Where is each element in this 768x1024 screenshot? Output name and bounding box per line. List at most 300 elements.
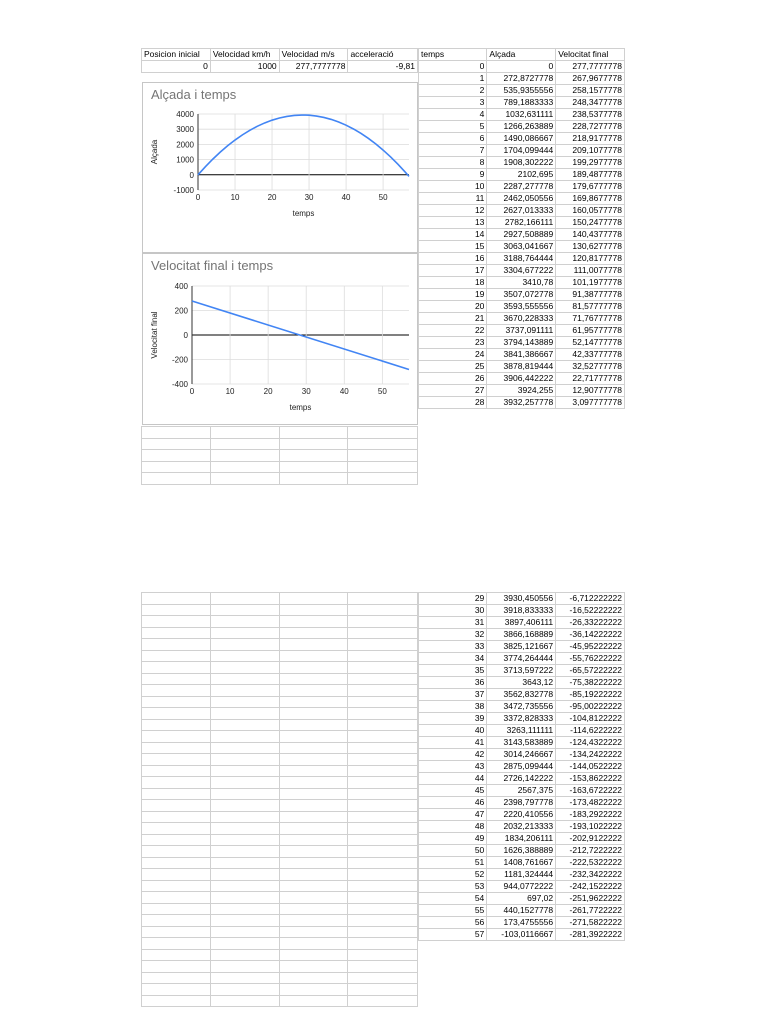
velocitat-cell[interactable]: -95,00222222 bbox=[556, 701, 625, 713]
empty-cell[interactable] bbox=[210, 461, 279, 473]
velocitat-cell[interactable]: -26,33222222 bbox=[556, 617, 625, 629]
velocitat-cell[interactable]: -232,3422222 bbox=[556, 869, 625, 881]
empty-cell[interactable] bbox=[210, 438, 279, 450]
empty-cell[interactable] bbox=[279, 461, 348, 473]
alcada-cell[interactable]: 1834,206111 bbox=[487, 833, 556, 845]
velocitat-cell[interactable]: 22,71777778 bbox=[556, 373, 625, 385]
empty-cell[interactable] bbox=[348, 650, 418, 662]
empty-cell[interactable] bbox=[142, 788, 211, 800]
velocitat-cell[interactable]: -45,95222222 bbox=[556, 641, 625, 653]
empty-cell[interactable] bbox=[142, 438, 211, 450]
empty-cell[interactable] bbox=[142, 719, 211, 731]
header-temps[interactable]: temps bbox=[419, 49, 487, 61]
temps-cell[interactable]: 44 bbox=[419, 773, 487, 785]
empty-cell[interactable] bbox=[142, 892, 211, 904]
value-cell[interactable]: 277,7777778 bbox=[279, 61, 348, 73]
empty-cell[interactable] bbox=[279, 438, 348, 450]
chart-alcada[interactable] bbox=[142, 82, 418, 253]
velocitat-cell[interactable]: 189,4877778 bbox=[556, 169, 625, 181]
empty-cell[interactable] bbox=[142, 708, 211, 720]
empty-cell[interactable] bbox=[210, 938, 279, 950]
empty-cell[interactable] bbox=[348, 777, 418, 789]
empty-cell[interactable] bbox=[142, 662, 211, 674]
alcada-cell[interactable]: 3143,583889 bbox=[487, 737, 556, 749]
empty-cell[interactable] bbox=[279, 731, 348, 743]
velocitat-cell[interactable]: 140,4377778 bbox=[556, 229, 625, 241]
alcada-cell[interactable]: 3410,78 bbox=[487, 277, 556, 289]
empty-cell[interactable] bbox=[279, 949, 348, 961]
empty-cell[interactable] bbox=[279, 846, 348, 858]
empty-cell[interactable] bbox=[210, 892, 279, 904]
empty-cell[interactable] bbox=[210, 616, 279, 628]
velocitat-cell[interactable]: -85,19222222 bbox=[556, 689, 625, 701]
empty-cell[interactable] bbox=[279, 777, 348, 789]
empty-cell[interactable] bbox=[142, 926, 211, 938]
empty-cell[interactable] bbox=[348, 616, 418, 628]
temps-cell[interactable]: 21 bbox=[419, 313, 487, 325]
alcada-cell[interactable]: 2627,013333 bbox=[487, 205, 556, 217]
empty-cell[interactable] bbox=[210, 731, 279, 743]
velocitat-cell[interactable]: -222,5322222 bbox=[556, 857, 625, 869]
empty-cell[interactable] bbox=[142, 650, 211, 662]
velocitat-cell[interactable]: -251,9622222 bbox=[556, 893, 625, 905]
empty-cell[interactable] bbox=[279, 719, 348, 731]
velocitat-cell[interactable]: -36,14222222 bbox=[556, 629, 625, 641]
empty-cell[interactable] bbox=[348, 949, 418, 961]
alcada-cell[interactable]: 3924,255 bbox=[487, 385, 556, 397]
empty-cell[interactable] bbox=[348, 639, 418, 651]
empty-cell[interactable] bbox=[348, 984, 418, 996]
empty-cell[interactable] bbox=[142, 696, 211, 708]
empty-cell[interactable] bbox=[348, 427, 418, 439]
alcada-cell[interactable]: 3014,246667 bbox=[487, 749, 556, 761]
empty-cell[interactable] bbox=[142, 742, 211, 754]
alcada-cell[interactable]: 3794,143889 bbox=[487, 337, 556, 349]
empty-cell[interactable] bbox=[348, 742, 418, 754]
temps-cell[interactable]: 13 bbox=[419, 217, 487, 229]
temps-cell[interactable]: 23 bbox=[419, 337, 487, 349]
velocitat-cell[interactable]: 199,2977778 bbox=[556, 157, 625, 169]
alcada-cell[interactable]: 3932,257778 bbox=[487, 397, 556, 409]
temps-cell[interactable]: 25 bbox=[419, 361, 487, 373]
empty-cell[interactable] bbox=[142, 685, 211, 697]
empty-cell[interactable] bbox=[142, 450, 211, 462]
empty-cell[interactable] bbox=[142, 627, 211, 639]
value-cell[interactable]: 1000 bbox=[210, 61, 279, 73]
value-cell[interactable]: -9,81 bbox=[348, 61, 418, 73]
empty-cell[interactable] bbox=[279, 765, 348, 777]
empty-cell[interactable] bbox=[210, 834, 279, 846]
temps-cell[interactable]: 38 bbox=[419, 701, 487, 713]
temps-cell[interactable]: 14 bbox=[419, 229, 487, 241]
empty-cell[interactable] bbox=[279, 972, 348, 984]
alcada-cell[interactable]: 2927,508889 bbox=[487, 229, 556, 241]
velocitat-cell[interactable]: -144,0522222 bbox=[556, 761, 625, 773]
velocitat-cell[interactable]: 71,76777778 bbox=[556, 313, 625, 325]
empty-cell[interactable] bbox=[348, 926, 418, 938]
empty-cell[interactable] bbox=[142, 984, 211, 996]
empty-cell[interactable] bbox=[210, 869, 279, 881]
temps-cell[interactable]: 11 bbox=[419, 193, 487, 205]
empty-cell[interactable] bbox=[279, 604, 348, 616]
chart-velocitat[interactable] bbox=[142, 253, 418, 425]
empty-cell[interactable] bbox=[348, 438, 418, 450]
empty-cell[interactable] bbox=[279, 926, 348, 938]
velocitat-cell[interactable]: 91,38777778 bbox=[556, 289, 625, 301]
empty-cell[interactable] bbox=[279, 593, 348, 605]
temps-cell[interactable]: 37 bbox=[419, 689, 487, 701]
empty-cell[interactable] bbox=[210, 765, 279, 777]
temps-cell[interactable]: 34 bbox=[419, 653, 487, 665]
empty-cell[interactable] bbox=[279, 650, 348, 662]
alcada-cell[interactable]: -103,0116667 bbox=[487, 929, 556, 941]
velocitat-cell[interactable]: -163,6722222 bbox=[556, 785, 625, 797]
velocitat-cell[interactable]: -16,52222222 bbox=[556, 605, 625, 617]
empty-cell[interactable] bbox=[279, 427, 348, 439]
empty-cell[interactable] bbox=[348, 915, 418, 927]
temps-cell[interactable]: 39 bbox=[419, 713, 487, 725]
empty-cell[interactable] bbox=[348, 754, 418, 766]
alcada-cell[interactable]: 1908,302222 bbox=[487, 157, 556, 169]
empty-cell[interactable] bbox=[279, 915, 348, 927]
empty-cell[interactable] bbox=[210, 685, 279, 697]
temps-cell[interactable]: 22 bbox=[419, 325, 487, 337]
empty-cell[interactable] bbox=[279, 708, 348, 720]
alcada-cell[interactable]: 3507,072778 bbox=[487, 289, 556, 301]
velocitat-cell[interactable]: 111,0077778 bbox=[556, 265, 625, 277]
empty-cell[interactable] bbox=[348, 461, 418, 473]
empty-cell[interactable] bbox=[142, 823, 211, 835]
temps-cell[interactable]: 19 bbox=[419, 289, 487, 301]
empty-cell[interactable] bbox=[348, 811, 418, 823]
empty-cell[interactable] bbox=[348, 961, 418, 973]
empty-cell[interactable] bbox=[210, 903, 279, 915]
empty-cell[interactable] bbox=[210, 604, 279, 616]
alcada-cell[interactable]: 3930,450556 bbox=[487, 593, 556, 605]
temps-cell[interactable]: 42 bbox=[419, 749, 487, 761]
velocitat-cell[interactable]: -65,57222222 bbox=[556, 665, 625, 677]
empty-cell[interactable] bbox=[210, 662, 279, 674]
empty-cell[interactable] bbox=[279, 754, 348, 766]
empty-cell[interactable] bbox=[142, 593, 211, 605]
empty-cell[interactable] bbox=[210, 926, 279, 938]
empty-cell[interactable] bbox=[279, 880, 348, 892]
velocitat-cell[interactable]: -6,712222222 bbox=[556, 593, 625, 605]
empty-cell[interactable] bbox=[348, 869, 418, 881]
temps-cell[interactable]: 41 bbox=[419, 737, 487, 749]
empty-cell[interactable] bbox=[210, 754, 279, 766]
empty-cell[interactable] bbox=[348, 685, 418, 697]
temps-cell[interactable]: 35 bbox=[419, 665, 487, 677]
empty-cell[interactable] bbox=[348, 473, 418, 485]
temps-cell[interactable]: 2 bbox=[419, 85, 487, 97]
empty-cell[interactable] bbox=[210, 627, 279, 639]
empty-cell[interactable] bbox=[142, 604, 211, 616]
temps-cell[interactable]: 36 bbox=[419, 677, 487, 689]
alcada-cell[interactable]: 1266,263889 bbox=[487, 121, 556, 133]
alcada-cell[interactable]: 272,8727778 bbox=[487, 73, 556, 85]
empty-cell[interactable] bbox=[279, 995, 348, 1007]
temps-cell[interactable]: 40 bbox=[419, 725, 487, 737]
empty-cell[interactable] bbox=[142, 616, 211, 628]
empty-cell[interactable] bbox=[279, 938, 348, 950]
alcada-cell[interactable]: 2875,099444 bbox=[487, 761, 556, 773]
empty-cell[interactable] bbox=[279, 857, 348, 869]
empty-cell[interactable] bbox=[348, 662, 418, 674]
temps-cell[interactable]: 1 bbox=[419, 73, 487, 85]
velocitat-cell[interactable]: -173,4822222 bbox=[556, 797, 625, 809]
alcada-cell[interactable]: 3866,168889 bbox=[487, 629, 556, 641]
temps-cell[interactable]: 18 bbox=[419, 277, 487, 289]
empty-cell[interactable] bbox=[279, 823, 348, 835]
alcada-cell[interactable]: 3713,597222 bbox=[487, 665, 556, 677]
temps-cell[interactable]: 20 bbox=[419, 301, 487, 313]
empty-cell[interactable] bbox=[210, 708, 279, 720]
velocitat-cell[interactable]: -242,1522222 bbox=[556, 881, 625, 893]
empty-cell[interactable] bbox=[210, 719, 279, 731]
velocitat-cell[interactable]: 61,95777778 bbox=[556, 325, 625, 337]
alcada-cell[interactable]: 3304,677222 bbox=[487, 265, 556, 277]
alcada-cell[interactable]: 3737,091111 bbox=[487, 325, 556, 337]
alcada-cell[interactable]: 2462,050556 bbox=[487, 193, 556, 205]
empty-cell[interactable] bbox=[210, 639, 279, 651]
empty-cell[interactable] bbox=[142, 949, 211, 961]
temps-cell[interactable]: 29 bbox=[419, 593, 487, 605]
empty-cell[interactable] bbox=[279, 800, 348, 812]
empty-cell[interactable] bbox=[348, 604, 418, 616]
velocitat-cell[interactable]: 3,097777778 bbox=[556, 397, 625, 409]
alcada-cell[interactable]: 2398,797778 bbox=[487, 797, 556, 809]
alcada-cell[interactable]: 3841,386667 bbox=[487, 349, 556, 361]
alcada-cell[interactable]: 3188,764444 bbox=[487, 253, 556, 265]
temps-cell[interactable]: 12 bbox=[419, 205, 487, 217]
alcada-cell[interactable]: 1408,761667 bbox=[487, 857, 556, 869]
empty-cell[interactable] bbox=[348, 696, 418, 708]
empty-cell[interactable] bbox=[348, 627, 418, 639]
empty-cell[interactable] bbox=[210, 961, 279, 973]
temps-cell[interactable]: 32 bbox=[419, 629, 487, 641]
empty-cell[interactable] bbox=[210, 915, 279, 927]
empty-cell[interactable] bbox=[142, 834, 211, 846]
empty-cell[interactable] bbox=[279, 696, 348, 708]
empty-cell[interactable] bbox=[210, 593, 279, 605]
velocitat-cell[interactable]: -124,4322222 bbox=[556, 737, 625, 749]
empty-cell[interactable] bbox=[279, 639, 348, 651]
velocitat-cell[interactable]: 179,6777778 bbox=[556, 181, 625, 193]
empty-cell[interactable] bbox=[348, 450, 418, 462]
velocitat-cell[interactable]: 277,7777778 bbox=[556, 61, 625, 73]
empty-cell[interactable] bbox=[210, 800, 279, 812]
velocitat-cell[interactable]: -212,7222222 bbox=[556, 845, 625, 857]
empty-cell[interactable] bbox=[348, 972, 418, 984]
velocitat-cell[interactable]: -202,9122222 bbox=[556, 833, 625, 845]
temps-cell[interactable]: 27 bbox=[419, 385, 487, 397]
velocitat-cell[interactable]: 258,1577778 bbox=[556, 85, 625, 97]
temps-cell[interactable]: 49 bbox=[419, 833, 487, 845]
temps-cell[interactable]: 54 bbox=[419, 893, 487, 905]
empty-cell[interactable] bbox=[279, 788, 348, 800]
alcada-cell[interactable]: 440,1527778 bbox=[487, 905, 556, 917]
alcada-cell[interactable]: 3643,12 bbox=[487, 677, 556, 689]
alcada-cell[interactable]: 3263,111111 bbox=[487, 725, 556, 737]
alcada-cell[interactable]: 3878,819444 bbox=[487, 361, 556, 373]
empty-cell[interactable] bbox=[348, 593, 418, 605]
velocitat-cell[interactable]: -114,6222222 bbox=[556, 725, 625, 737]
empty-cell[interactable] bbox=[210, 846, 279, 858]
temps-cell[interactable]: 31 bbox=[419, 617, 487, 629]
empty-cell[interactable] bbox=[348, 719, 418, 731]
empty-cell[interactable] bbox=[142, 915, 211, 927]
empty-cell[interactable] bbox=[348, 938, 418, 950]
alcada-cell[interactable]: 789,1883333 bbox=[487, 97, 556, 109]
alcada-cell[interactable]: 3670,228333 bbox=[487, 313, 556, 325]
alcada-cell[interactable]: 3774,264444 bbox=[487, 653, 556, 665]
temps-cell[interactable]: 47 bbox=[419, 809, 487, 821]
velocitat-cell[interactable]: -193,1022222 bbox=[556, 821, 625, 833]
temps-cell[interactable]: 56 bbox=[419, 917, 487, 929]
alcada-cell[interactable]: 2567,375 bbox=[487, 785, 556, 797]
velocitat-cell[interactable]: 267,9677778 bbox=[556, 73, 625, 85]
empty-cell[interactable] bbox=[348, 765, 418, 777]
empty-cell[interactable] bbox=[348, 880, 418, 892]
empty-cell[interactable] bbox=[142, 972, 211, 984]
empty-cell[interactable] bbox=[210, 823, 279, 835]
empty-cell[interactable] bbox=[210, 650, 279, 662]
empty-cell[interactable] bbox=[142, 731, 211, 743]
empty-cell[interactable] bbox=[142, 811, 211, 823]
alcada-cell[interactable]: 2032,213333 bbox=[487, 821, 556, 833]
alcada-cell[interactable]: 1490,086667 bbox=[487, 133, 556, 145]
empty-cell[interactable] bbox=[142, 869, 211, 881]
temps-cell[interactable]: 24 bbox=[419, 349, 487, 361]
empty-cell[interactable] bbox=[142, 461, 211, 473]
alcada-cell[interactable]: 1032,631111 bbox=[487, 109, 556, 121]
empty-cell[interactable] bbox=[142, 995, 211, 1007]
alcada-cell[interactable]: 2287,277778 bbox=[487, 181, 556, 193]
empty-cell[interactable] bbox=[348, 995, 418, 1007]
velocitat-cell[interactable]: 248,3477778 bbox=[556, 97, 625, 109]
empty-cell[interactable] bbox=[348, 857, 418, 869]
velocitat-cell[interactable]: 218,9177778 bbox=[556, 133, 625, 145]
empty-cell[interactable] bbox=[142, 639, 211, 651]
alcada-cell[interactable]: 3063,041667 bbox=[487, 241, 556, 253]
empty-cell[interactable] bbox=[142, 800, 211, 812]
empty-cell[interactable] bbox=[348, 708, 418, 720]
empty-cell[interactable] bbox=[279, 892, 348, 904]
temps-cell[interactable]: 5 bbox=[419, 121, 487, 133]
empty-cell[interactable] bbox=[142, 673, 211, 685]
temps-cell[interactable]: 17 bbox=[419, 265, 487, 277]
empty-cell[interactable] bbox=[210, 972, 279, 984]
alcada-cell[interactable]: 3906,442222 bbox=[487, 373, 556, 385]
temps-cell[interactable]: 43 bbox=[419, 761, 487, 773]
alcada-cell[interactable]: 2220,410556 bbox=[487, 809, 556, 821]
alcada-cell[interactable]: 3593,555556 bbox=[487, 301, 556, 313]
header-cell[interactable]: Velocidad m/s bbox=[279, 49, 348, 61]
empty-cell[interactable] bbox=[142, 846, 211, 858]
velocitat-cell[interactable]: 81,57777778 bbox=[556, 301, 625, 313]
temps-cell[interactable]: 4 bbox=[419, 109, 487, 121]
temps-cell[interactable]: 0 bbox=[419, 61, 487, 73]
temps-cell[interactable]: 46 bbox=[419, 797, 487, 809]
temps-cell[interactable]: 57 bbox=[419, 929, 487, 941]
velocitat-cell[interactable]: 130,6277778 bbox=[556, 241, 625, 253]
empty-cell[interactable] bbox=[348, 834, 418, 846]
velocitat-cell[interactable]: -271,5822222 bbox=[556, 917, 625, 929]
header-cell[interactable]: acceleració bbox=[348, 49, 418, 61]
header-alcada[interactable]: Alçada bbox=[487, 49, 556, 61]
value-cell[interactable]: 0 bbox=[142, 61, 211, 73]
empty-cell[interactable] bbox=[142, 765, 211, 777]
empty-cell[interactable] bbox=[279, 450, 348, 462]
alcada-cell[interactable]: 3562,832778 bbox=[487, 689, 556, 701]
header-cell[interactable]: Posicion inicial bbox=[142, 49, 211, 61]
velocitat-cell[interactable]: 160,0577778 bbox=[556, 205, 625, 217]
empty-cell[interactable] bbox=[142, 938, 211, 950]
empty-cell[interactable] bbox=[210, 473, 279, 485]
velocitat-cell[interactable]: -134,2422222 bbox=[556, 749, 625, 761]
velocitat-cell[interactable]: 228,7277778 bbox=[556, 121, 625, 133]
empty-cell[interactable] bbox=[210, 857, 279, 869]
empty-cell[interactable] bbox=[348, 788, 418, 800]
temps-cell[interactable]: 3 bbox=[419, 97, 487, 109]
alcada-cell[interactable]: 2726,142222 bbox=[487, 773, 556, 785]
empty-cell[interactable] bbox=[348, 800, 418, 812]
alcada-cell[interactable]: 1181,324444 bbox=[487, 869, 556, 881]
velocitat-cell[interactable]: 209,1077778 bbox=[556, 145, 625, 157]
empty-cell[interactable] bbox=[210, 742, 279, 754]
empty-cell[interactable] bbox=[348, 892, 418, 904]
temps-cell[interactable]: 55 bbox=[419, 905, 487, 917]
empty-cell[interactable] bbox=[210, 777, 279, 789]
empty-cell[interactable] bbox=[210, 673, 279, 685]
empty-cell[interactable] bbox=[210, 811, 279, 823]
empty-cell[interactable] bbox=[279, 984, 348, 996]
empty-cell[interactable] bbox=[210, 995, 279, 1007]
empty-cell[interactable] bbox=[279, 673, 348, 685]
temps-cell[interactable]: 15 bbox=[419, 241, 487, 253]
velocitat-cell[interactable]: 12,90777778 bbox=[556, 385, 625, 397]
empty-cell[interactable] bbox=[279, 662, 348, 674]
velocitat-cell[interactable]: 120,8177778 bbox=[556, 253, 625, 265]
velocitat-cell[interactable]: -104,8122222 bbox=[556, 713, 625, 725]
temps-cell[interactable]: 28 bbox=[419, 397, 487, 409]
temps-cell[interactable]: 26 bbox=[419, 373, 487, 385]
empty-cell[interactable] bbox=[142, 777, 211, 789]
empty-cell[interactable] bbox=[142, 857, 211, 869]
temps-cell[interactable]: 16 bbox=[419, 253, 487, 265]
empty-cell[interactable] bbox=[279, 961, 348, 973]
velocitat-cell[interactable]: -153,8622222 bbox=[556, 773, 625, 785]
empty-cell[interactable] bbox=[210, 788, 279, 800]
alcada-cell[interactable]: 535,9355556 bbox=[487, 85, 556, 97]
temps-cell[interactable]: 33 bbox=[419, 641, 487, 653]
alcada-cell[interactable]: 697,02 bbox=[487, 893, 556, 905]
velocitat-cell[interactable]: -75,38222222 bbox=[556, 677, 625, 689]
empty-cell[interactable] bbox=[279, 834, 348, 846]
alcada-cell[interactable]: 3897,406111 bbox=[487, 617, 556, 629]
temps-cell[interactable]: 52 bbox=[419, 869, 487, 881]
temps-cell[interactable]: 51 bbox=[419, 857, 487, 869]
velocitat-cell[interactable]: -281,3922222 bbox=[556, 929, 625, 941]
velocitat-cell[interactable]: 42,33777778 bbox=[556, 349, 625, 361]
empty-cell[interactable] bbox=[210, 880, 279, 892]
empty-cell[interactable] bbox=[142, 903, 211, 915]
empty-cell[interactable] bbox=[348, 731, 418, 743]
velocitat-cell[interactable]: 32,52777778 bbox=[556, 361, 625, 373]
temps-cell[interactable]: 7 bbox=[419, 145, 487, 157]
empty-cell[interactable] bbox=[142, 961, 211, 973]
